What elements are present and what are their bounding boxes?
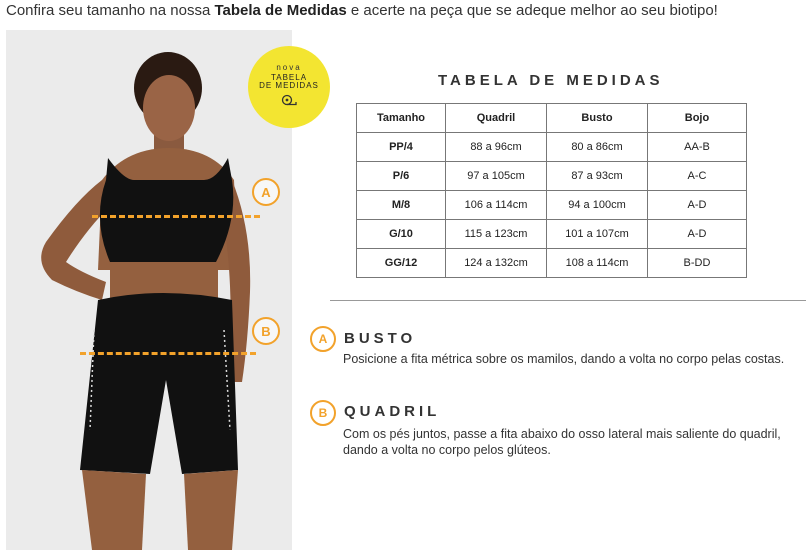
table-row [357,220,747,249]
section-divider [330,300,806,301]
cell-size: M/8 [357,191,446,220]
table-row [357,191,747,220]
hip-section-title: QUADRIL [344,403,441,420]
cell-bust: 80 a 86cm [547,133,648,162]
cell-hip: 124 a 132cm [446,249,547,278]
hip-text-line1: Com os pés juntos, passe a fita abaixo do osso lateral mais saliente do quadril, [343,427,781,441]
cell-bust: 94 a 100cm [547,191,648,220]
bust-section-text: Posicione a fita métrica sobre os mamilos, dando a volta no corpo pelas costas. [343,352,785,366]
marker-a: A [252,178,280,206]
table-row [357,162,747,191]
hip-measure-line [80,352,256,355]
table-row [357,249,747,278]
hip-text-line2: dando a volta no corpo pelos glúteos. [343,443,551,457]
cell-size: PP/4 [357,133,446,162]
cell-cup: AA-B [648,133,747,162]
header-bojo: Bojo [648,104,747,133]
cell-size: GG/12 [357,249,446,278]
cell-hip: 115 a 123cm [446,220,547,249]
header-tamanho: Tamanho [357,104,446,133]
cell-cup: B-DD [648,249,747,278]
cell-bust: 87 a 93cm [547,162,648,191]
badge-line1: nova [276,62,302,72]
header-quadril: Quadril [446,104,547,133]
hip-section-text [343,426,803,458]
cell-hip: 106 a 114cm [446,191,547,220]
intro-text [6,2,718,19]
cell-cup: A-C [648,162,747,191]
model-illustration [6,30,292,550]
hip-section-marker: B [310,400,336,426]
intro-highlight: Tabela de Medidas [214,2,347,19]
size-table [356,103,747,278]
intro-after: e acerte na peça que se adeque melhor ao seu biotipo! [346,2,718,19]
cell-hip: 97 a 105cm [446,162,547,191]
measuring-tape-icon [281,94,297,111]
intro-before: Confira seu tamanho na nossa [6,2,215,19]
badge-line2: TABELA [270,72,308,82]
bust-measure-line [92,215,260,218]
cell-hip: 88 a 96cm [446,133,547,162]
table-row [357,133,747,162]
badge-line3: DE MEDIDAS [259,81,319,91]
bust-section-marker: A [310,326,336,352]
marker-b: B [252,317,280,345]
cell-cup: A-D [648,220,747,249]
header-busto: Busto [547,104,648,133]
cell-size: G/10 [357,220,446,249]
model-photo [6,30,292,550]
cell-size: P/6 [357,162,446,191]
bust-section-title: BUSTO [344,330,417,347]
cell-bust: 101 a 107cm [547,220,648,249]
table-header-row [357,104,747,133]
cell-bust: 108 a 114cm [547,249,648,278]
cell-cup: A-D [648,191,747,220]
size-table-title: TABELA DE MEDIDAS [438,72,664,89]
new-table-badge [248,46,330,128]
